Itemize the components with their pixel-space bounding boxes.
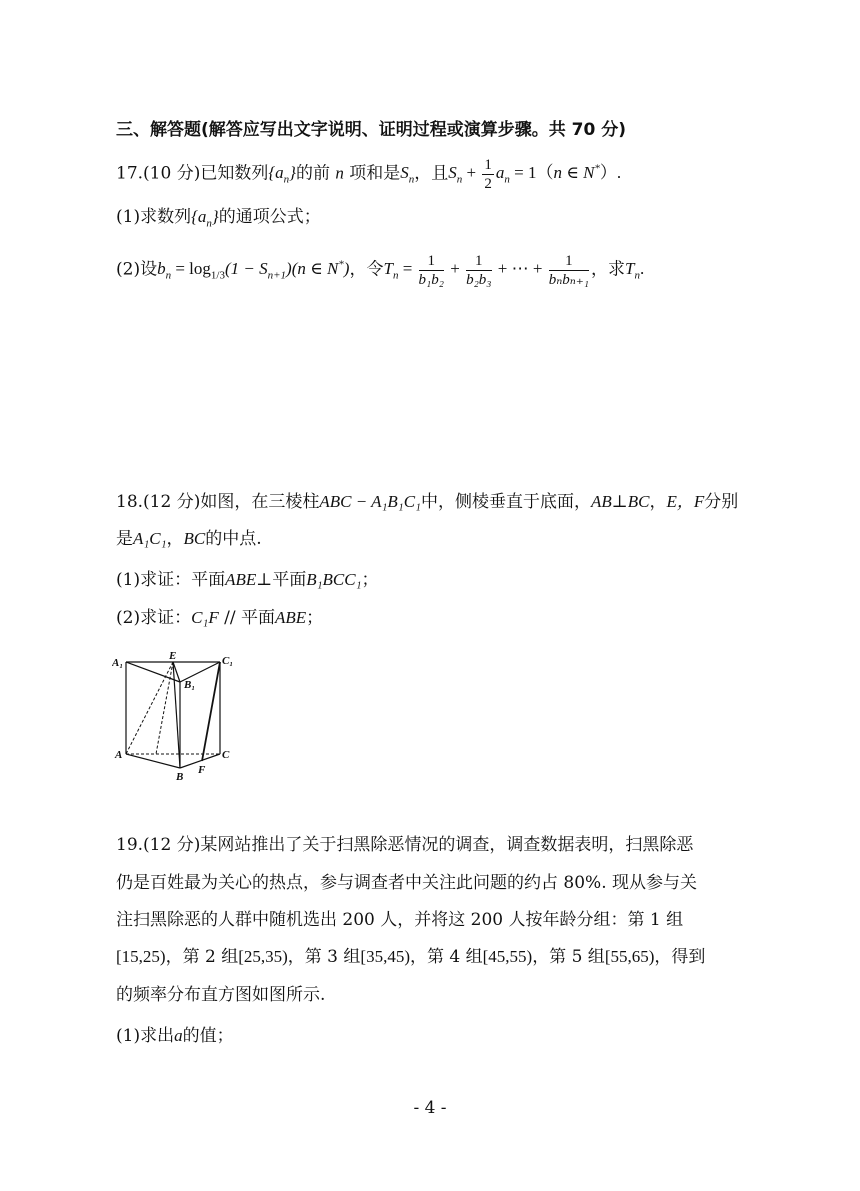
q17-part2 xyxy=(116,252,644,289)
q19-part1 xyxy=(116,1024,234,1048)
fraction-2: $\frac{1}{\text{b₂b₃}}$ xyxy=(466,253,492,288)
q17-Tn-definition: $T_n$ = $\frac{1}{\text{b₁b₂}}$ + $\frac{1}{\text{b₂b₃}}$ + ⋯ + $\frac{1}{\text{bₙbₙ₊₁}}$ xyxy=(383,253,589,288)
q17-sequence: $\{a_n\}$ xyxy=(268,163,296,186)
q19-line2: 仍是百姓最为关心的热点，参与调查者中关注此问题的约占 80%. 现从参与关 xyxy=(116,873,697,893)
q19-text: ，第 5 组 xyxy=(532,947,605,967)
q18-part2-text: 求证： xyxy=(140,608,192,628)
label-B1: B₁ xyxy=(184,679,196,691)
part-label: (2) xyxy=(116,259,141,280)
q17-number: 17. xyxy=(116,163,144,184)
part-label: (2) xyxy=(116,608,141,628)
q17-part1-sequence: $\{a_n\}$ xyxy=(191,207,219,230)
q17-part1 xyxy=(116,205,321,235)
label-A1: A₁ xyxy=(112,657,124,669)
q17-part2-text: ，求 xyxy=(590,259,625,280)
q17-part2-text: 设 xyxy=(140,259,158,280)
q18-text: ， xyxy=(166,529,184,549)
q18-text: ， xyxy=(649,492,667,512)
label-B: B xyxy=(176,771,184,783)
q17-text: 项和是 xyxy=(349,163,401,184)
q18-part1-text: ⊥平面 xyxy=(256,570,307,590)
q18-plane-B1BCC1: B₁BCC₁ xyxy=(306,570,362,589)
age-group-2: [25,35) xyxy=(238,947,288,966)
q18-score: (12 分) xyxy=(143,492,201,512)
q19-score: (12 分) xyxy=(143,835,201,855)
q19-line5: 的频率分布直方图如图所示. xyxy=(116,985,326,1005)
age-group-4: [45,55) xyxy=(482,947,533,966)
q17-text: 已知数列 xyxy=(200,163,269,184)
q18-part2 xyxy=(116,606,323,630)
q17-part1-text: 的通项公式； xyxy=(218,207,321,227)
q18-EF: E，F xyxy=(666,492,705,511)
q18-text: 如图，在三棱柱 xyxy=(200,492,320,512)
label-C1: C₁ xyxy=(222,655,234,667)
q18-line2 xyxy=(116,527,262,551)
q19-line3: 注扫黑除恶的人群中随机选出 200 人，并将这 200 人按年龄分组：第 1 组 xyxy=(116,910,684,930)
fraction-n: $\frac{1}{\text{bₙbₙ₊₁}}$ xyxy=(548,253,589,288)
q18-text: 是 xyxy=(116,529,133,549)
q18-line1 xyxy=(116,490,738,514)
q18-part1 xyxy=(116,568,379,592)
q19-text: 某网站推出了关于扫黑除恶情况的调查，调查数据表明，扫黑除恶 xyxy=(200,835,694,855)
q19-line1 xyxy=(116,833,693,857)
q19-line4 xyxy=(116,945,705,969)
q18-A1C1: A₁C₁ xyxy=(133,529,167,548)
q17-bn-definition: $b_n = \log_{1/3}(1 - S_{n+1})(n$ ∈ N*) xyxy=(157,258,350,282)
fraction-1: $\frac{1}{\text{b₁b₂}}$ xyxy=(418,253,444,288)
label-F: F xyxy=(198,764,206,776)
q18-part2-text: ； xyxy=(306,608,324,628)
q18-plane-ABE: ABE xyxy=(225,570,257,589)
q19-part1-text: 的值； xyxy=(182,1026,234,1046)
q18-text: 中，侧棱垂直于底面， xyxy=(420,492,591,512)
q18-number: 18. xyxy=(116,492,144,512)
q17-score: (10 分) xyxy=(143,163,201,184)
q18-part1-text: 求证：平面 xyxy=(140,570,226,590)
part-label: (1) xyxy=(116,570,141,590)
edge-C1F xyxy=(202,662,220,761)
q18-BC: BC xyxy=(183,529,206,548)
q19-part1-text: 求出 xyxy=(140,1026,175,1046)
q19-text: ，第 2 组 xyxy=(165,947,239,967)
q18-text: 的中点. xyxy=(205,529,262,549)
edge-AB xyxy=(126,754,180,768)
age-group-3: [35,45) xyxy=(360,947,410,966)
part-label: (1) xyxy=(116,207,141,227)
q17-part1-text: 求数列 xyxy=(140,207,192,227)
q18-part1-text: ； xyxy=(361,570,379,590)
page-number: - 4 - xyxy=(413,1098,447,1118)
q17-equation: $S_n$ + $\frac{1}{2}$ $a_n = 1(n$ ∈ N*）. xyxy=(448,157,622,192)
label-E: E xyxy=(169,650,177,662)
prism-figure xyxy=(112,650,242,785)
q18-line-C1F: C₁F xyxy=(191,608,219,627)
q19-text: ，得到 xyxy=(654,947,706,967)
q17-text: 的前 xyxy=(295,163,330,184)
q17-text: ，且 xyxy=(414,163,449,184)
q17-n: n xyxy=(335,163,344,183)
q17-Tn: $T_n$. xyxy=(624,259,645,282)
age-group-1: [15,25) xyxy=(116,947,166,966)
q17-part2-text: ，令 xyxy=(349,259,384,280)
label-A: A xyxy=(115,749,123,761)
q17-Sn: $S_n$ xyxy=(400,163,415,186)
fraction-one-half: $\frac{1}{2}$ xyxy=(484,157,492,192)
hidden-edge-AE xyxy=(126,662,173,754)
q18-part2-text: // 平面 xyxy=(224,608,275,628)
q18-perpendicular: AB⊥BC xyxy=(590,492,650,511)
q18-prism: ABC − A₁B₁C₁ xyxy=(319,492,421,511)
label-C: C xyxy=(222,749,230,761)
q19-text: ，第 4 组 xyxy=(409,947,483,967)
q17-line1 xyxy=(116,156,621,193)
age-group-5: [55,65) xyxy=(604,947,655,966)
q19-number: 19. xyxy=(116,835,144,855)
q18-plane-ABE: ABE xyxy=(275,608,307,627)
part-label: (1) xyxy=(116,1026,141,1046)
section-title: 三、解答题(解答应写出文字说明、证明过程或演算步骤。共 70 分) xyxy=(116,120,627,140)
edge-A1B1 xyxy=(126,662,180,682)
q19-text: ，第 3 组 xyxy=(287,947,361,967)
q18-text: 分别 xyxy=(704,492,739,512)
q19-variable-a: a xyxy=(174,1026,183,1045)
